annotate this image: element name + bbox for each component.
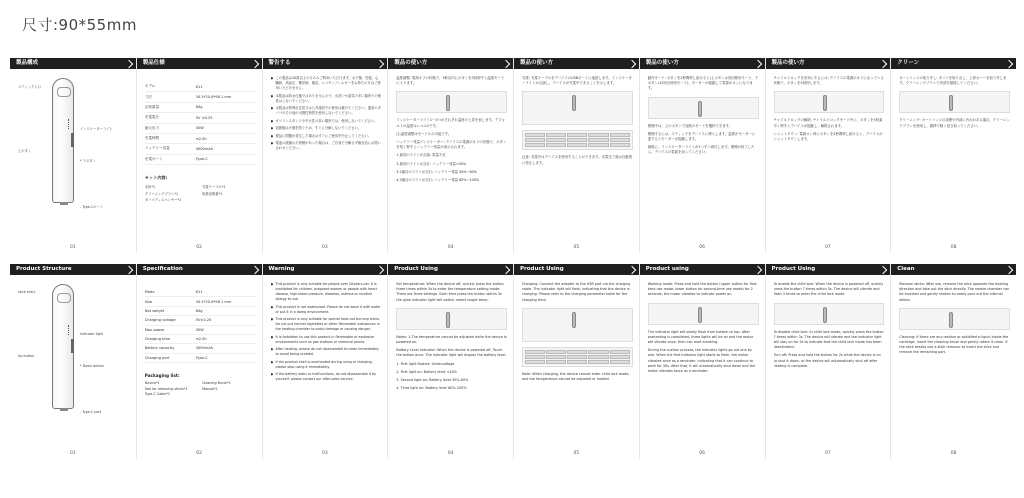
packing-item: Type-C Cable*1	[144, 392, 170, 396]
panel-header: Warning	[263, 264, 388, 275]
table-cell	[567, 355, 587, 359]
spec-key: 充電時間	[145, 133, 196, 143]
warning-item: ● If the battery leaks or malfunctions, do not disassemble it by yourself, please contact our after-sales service.	[271, 372, 382, 382]
panel-header: Specification	[137, 264, 262, 275]
spec-key: 充電ポート	[145, 154, 196, 164]
paragraph: チャイルドロックの解除: チャイルドロックモード中に、ボタンを5回素早く押すとデバイスが振動し、解除されます。	[773, 118, 883, 128]
spec-row	[145, 306, 256, 315]
packing-title: セット内容:	[144, 175, 168, 180]
paragraph: During the suction process, the indicator lights go out one by one. When the first indicator light starts to flash, the motor vibrates once as a reminder, indicating that it can continue to work for 30s. After that, it will automatically shut down and the motor vibrates twice as a reminder.	[647, 348, 756, 374]
spec-row	[145, 288, 256, 297]
spec-value: ≤2.5h	[196, 133, 256, 143]
panel-1	[10, 264, 136, 459]
panel-header: 製品の使い方	[640, 58, 765, 69]
spec-row	[145, 353, 256, 362]
panel-header: クリーン	[891, 58, 1016, 69]
table-cell	[525, 143, 545, 147]
page-number: 01	[70, 245, 76, 250]
leaflet-english	[10, 264, 1016, 459]
stick-icon	[949, 312, 953, 328]
panel-2	[136, 58, 262, 253]
illustration	[648, 303, 759, 325]
spec-value: 5V ±0.25	[196, 113, 256, 123]
packing-list	[145, 381, 256, 396]
paragraph: Remove sticks: After use, remove the stick opposite the heating direction and take out the stick directly. The smoke chamber can be inverted and gently shaken to easily pour out the internal debris.	[899, 282, 1010, 302]
label-port: - Type-Cポート	[80, 205, 104, 209]
label-down: * Down button	[80, 364, 104, 368]
battery-level: 2. First light on: Battery level <30%	[396, 369, 457, 374]
page-number: 04	[447, 245, 454, 250]
spec-value: Type-C	[196, 353, 256, 362]
label-ind: インジケーターライト	[80, 127, 113, 131]
packing-item: Tool for removing sticks*1	[144, 386, 188, 391]
charging-parameter-table	[522, 130, 633, 150]
paragraph: 動作モード: ボタンを2秒間押し続けると(上ボタンは初回使用モード、下ボタンは2回目使用モード)、モーターが振動して電源がオンになります。	[647, 76, 758, 91]
panel-5	[513, 264, 639, 459]
spec-value: 84g	[196, 306, 256, 315]
stick-icon	[572, 312, 576, 328]
packing-title: Packaging list:	[144, 373, 180, 378]
spec-key: 寸法	[145, 92, 196, 102]
warning-item: ● 電池の液漏れや発煙があった場合は、ご自身で分解せず販売店にお問い合わせください。	[271, 141, 382, 151]
page-number: 07	[825, 451, 831, 456]
table-cell	[588, 350, 608, 354]
warning-item: ● It is forbidden to use this product in flammable or explosive environments such as gas stations or chemical plants.	[271, 335, 382, 345]
page-number: 06	[699, 451, 705, 456]
table-cell	[567, 360, 587, 364]
spec-value: 3000mAh	[196, 144, 256, 154]
page-number: 03	[322, 245, 328, 250]
paragraph: 喫煙中は、上のボタンで加熱のモードを選択できます。	[647, 123, 733, 128]
table-cell	[546, 138, 566, 142]
spec-row	[145, 325, 256, 334]
warning-item: ● This product is only suitable for special heat-not burning sticks. Do not put normal cigarettes or other flammable substances in the heating chamber to avoid damage or causing danger.	[271, 317, 382, 332]
table-cell	[546, 355, 566, 359]
warning-item: ● This product is not waterproof. Please do not wash it with water or put it in a damp environment.	[271, 305, 382, 315]
table-cell	[546, 143, 566, 147]
illustration	[899, 308, 1010, 330]
panel-body	[522, 76, 633, 239]
spec-key: 充電電圧	[145, 113, 196, 123]
panel-body	[18, 76, 130, 239]
page-number: 02	[196, 245, 202, 250]
stick-icon	[698, 101, 702, 117]
page-number: 06	[699, 245, 705, 250]
label-up: Up button	[18, 354, 35, 358]
label-ind: Indicator light	[80, 332, 103, 336]
table-cell	[610, 355, 630, 359]
illustration	[774, 303, 885, 325]
panel-6	[639, 264, 765, 459]
spec-value: 3000mAh	[196, 344, 256, 353]
spec-row	[145, 92, 256, 102]
table-cell	[610, 350, 630, 354]
paragraph: チャイルドロックを有効にするには: デバイスの電源がオフになっている状態で、ボタンを5回押します。	[773, 76, 884, 86]
label-stick: stick entry	[18, 290, 36, 294]
button-icon	[71, 133, 74, 147]
battery-level: 2.最初のライトが点灯: バッテリー残量<30%	[396, 161, 467, 166]
label-stick: スティック入口	[18, 85, 41, 89]
label-up: 上ボタン	[18, 149, 32, 153]
spec-value: 5V±0.25	[196, 316, 256, 325]
panel-header: 製品の使い方	[514, 58, 639, 69]
packing-item: Device*1	[144, 381, 160, 385]
warning-item: ● After heating, please do not disassemble to clean immediately to avoid being scalded.	[271, 347, 382, 357]
panel-header: 製品の使い方	[388, 58, 513, 69]
panel-7	[765, 58, 891, 253]
page-number: 01	[70, 451, 76, 456]
spec-key: Charging time	[145, 334, 196, 343]
panel-body	[648, 76, 759, 239]
paragraph: Cleaning: If there are any residue or solidified e-liquid inside the cartridge, insert the cleaning brush and gently rotate it clean. If the stick breaks use a stick remover to insert the stick and remove the remaining part.	[899, 334, 1009, 355]
warning-item: ● 本製品は特殊な住居又は公共施設での使用は避けてください。通常のタバコやその他の可燃性物質を使用しないでください。	[271, 106, 382, 116]
panel-body	[145, 76, 256, 239]
warning-item: ● This product is only suitable for people over 20years-old. It is prohibited for children, pregnant women or people with heart disease, high blood pressure, diabetes, asthma or nicotine allergy to use.	[271, 282, 382, 302]
page-number: 08	[950, 245, 957, 250]
panel-4	[387, 264, 513, 459]
illustration	[522, 308, 633, 342]
panel-5	[513, 58, 639, 253]
table-cell	[588, 360, 608, 364]
spec-row	[145, 297, 256, 306]
panel-header: Product Structure	[10, 264, 136, 275]
spec-value: 84g	[196, 102, 256, 112]
label-down: * 下ボタン	[80, 159, 96, 163]
paragraph: To disable child lock: In child lock mode, quickly press the button 7 times within 3s. The device will vibrate and the indicator light will stay on for 2s to indicate that the child lock mode has been deactivated.	[773, 329, 884, 350]
table-cell	[525, 350, 545, 354]
spec-key: Size	[145, 297, 196, 306]
illustration	[899, 91, 1010, 113]
stick-icon	[823, 95, 827, 111]
warning-item: ● ガソリンスタンドや引火性の高い場所では、使用しないでください。	[271, 119, 382, 124]
packing-item: Manual*1	[202, 386, 218, 391]
warning-item: ● If the product shell is overheated during using or charging, please stop using it immediately.	[271, 360, 382, 370]
table-cell	[588, 133, 608, 137]
panel-body	[522, 282, 633, 445]
packing-item	[202, 392, 255, 396]
warning-item: ● この製品は20歳以上の方のみご利用いただけます。お子様、妊娠、心臓病、高血圧、糖尿病、喘息、ニコチンアレルギーをお持ちの方はご使用いただけません。	[271, 76, 382, 91]
paragraph: Charging: Connect the adapter to the USB port via the charging cable. The indicator light will flash, indicating that the device is charging. Please refer to the charging parameter table for the charging time.	[522, 282, 631, 302]
battery-level: 3. Second light on: Battery level 30%-60%	[396, 378, 469, 383]
table-cell	[567, 143, 587, 147]
stick-icon	[446, 95, 450, 111]
panel-header: 製品の使い方	[766, 58, 891, 69]
table-cell	[546, 133, 566, 137]
panel-body	[18, 282, 130, 445]
panel-2	[136, 264, 262, 459]
spec-row	[145, 344, 256, 353]
spec-key: Net weight	[145, 306, 196, 315]
panel-header: 製品構成	[10, 58, 136, 69]
illustration	[648, 97, 759, 119]
table-cell	[610, 138, 630, 142]
spec-table	[145, 288, 256, 363]
battery-level: 3.2番目のライトが点灯: バッテリー残量 30%~60%	[396, 169, 478, 174]
table-cell	[525, 133, 545, 137]
paragraph: 最後に、インジケーターライトが1つずつ消灯します。喫煙が終了したら、デバイスの電源を切ってください。	[647, 145, 755, 155]
panel-8	[890, 264, 1016, 459]
panel-header: Clean	[891, 264, 1016, 275]
spec-key: 正味重量	[145, 102, 196, 112]
table-cell	[567, 133, 587, 137]
panel-6	[639, 58, 765, 253]
stick-icon	[446, 312, 450, 328]
battery-level: 4.3番目のライトが点灯: バッテリー残量 60%~100%	[396, 178, 480, 183]
paragraph: Notes: 1.The temperature cannot be adjusted while the device is powered on.	[396, 334, 507, 345]
table-cell	[525, 360, 545, 364]
spec-value: 34.5*20.8*98.1 mm	[196, 92, 256, 102]
spec-key: 最大出力	[145, 123, 196, 133]
leaflet-japanese	[10, 58, 1016, 253]
spec-value: 34.5*20.8*98.1 mm	[196, 297, 256, 306]
spec-key: Battery capacity	[145, 344, 196, 353]
panel-8	[890, 58, 1016, 253]
paragraph: シャットダウン: 電源オン時にボタンを2秒間押し続けると、デバイスがシャットダウンします。	[773, 131, 883, 142]
spec-key: Charging voltage	[145, 316, 196, 325]
panel-body	[271, 76, 382, 239]
paragraph: To enable the child lock: When the device is powered off, quickly press the button 7 times within 3s. The device will vibrate and flash 3 times to enter the child lock mode.	[773, 282, 884, 297]
panel-header: Product Using	[388, 264, 513, 275]
battery-level: 1.最初のライトが点滅: 電量不足	[396, 153, 446, 158]
paragraph: Note: When charging, the device cannot enter child lock mode, and the temperature cannot be adjusted or heated.	[522, 371, 630, 382]
illustration	[396, 308, 507, 330]
spec-row	[145, 316, 256, 325]
paragraph: 注意: 充電中はデバイスを使用することができます。充電完了後は自動的に停止します。	[522, 155, 633, 165]
spec-key: バッテリー容量	[145, 144, 196, 154]
table-cell	[546, 360, 566, 364]
panel-header: Product Using	[514, 264, 639, 275]
panel-4	[387, 58, 513, 253]
page-number: 07	[825, 245, 831, 250]
page-number: 08	[950, 451, 957, 456]
page-number: 04	[447, 451, 454, 456]
panel-body	[899, 76, 1010, 239]
stick-icon	[572, 95, 576, 111]
panel-header: Product using	[640, 264, 765, 275]
panel-body	[774, 76, 885, 239]
table-cell	[610, 133, 630, 137]
paragraph: インジケーターライト1ー3つがそれぞれ温度の上昇を表します。デフォルトの温度はレベル2です。	[396, 118, 505, 128]
table-cell	[525, 355, 545, 359]
spec-key: Max power	[145, 325, 196, 334]
spec-row	[145, 123, 256, 133]
page-number: 03	[322, 451, 328, 456]
table-cell	[588, 355, 608, 359]
spec-value: K11	[196, 288, 256, 297]
paragraph: バッテリー残量インジケーター: デバイスの電源がオフの状態で、ボタンを短く押すとバッテリー残量が表示されます。	[396, 140, 507, 150]
stick-icon	[949, 95, 953, 111]
battery-level: 1. First light flashes: Undervoltage	[396, 361, 455, 366]
panel-header: Product Using	[766, 264, 891, 275]
usb-port-icon	[60, 408, 68, 411]
table-cell	[610, 360, 630, 364]
packing-list	[145, 184, 256, 202]
paragraph: クリーニング: カートリッジの周囲や内部に汚れがある場合、クリーニングブラシを使用し、綿棒で軽く拭き取ってください。	[899, 118, 1010, 128]
table-cell	[588, 138, 608, 142]
spec-row	[145, 133, 256, 143]
panel-body	[145, 282, 256, 445]
spec-key: Charging port	[145, 353, 196, 362]
spec-row	[145, 144, 256, 154]
label-port: - Type-C port	[80, 410, 102, 414]
table-cell	[610, 143, 630, 147]
panel-7	[765, 264, 891, 459]
usb-port-icon	[60, 202, 68, 205]
page-number: 02	[196, 451, 202, 456]
spec-row	[145, 334, 256, 343]
spec-value: Type-C	[196, 154, 256, 164]
indicator-light-icon	[68, 119, 70, 129]
packing-item	[202, 197, 255, 202]
packing-item: Cleaning Brush*1	[202, 381, 231, 385]
illustration	[396, 91, 507, 113]
spec-table	[145, 82, 256, 165]
table-cell	[567, 138, 587, 142]
spec-row	[145, 82, 256, 92]
warning-item: ● 加熱後は火傷を防ぐため、すぐに分解しないでください。	[271, 126, 382, 131]
paragraph: 温度調整: 電源オフの状態で、3秒以内にボタンを3回押すと温度モードに入ります。	[396, 76, 505, 86]
paragraph: Set temperature: When the device off, quickly press the button three times within 3s to enter the temperature setting mode. There are three settings. Each time press the button within 3s the glow indicator light will switch, select target temp.	[396, 282, 504, 302]
spec-row	[145, 154, 256, 164]
packing-item: タバコディスペンサー*1	[144, 198, 182, 202]
illustration	[774, 91, 885, 113]
stick-icon	[823, 307, 827, 323]
paragraph: 充電: 充電ケーブルをデバイスのUSBポートに接続します。インジケーターライトが点滅し、デバイスが充電中であることを示します。	[522, 76, 632, 86]
spec-value: ≤2.5h	[196, 334, 256, 343]
device-illustration	[52, 78, 74, 203]
panel-body	[271, 282, 382, 445]
table-cell	[588, 143, 608, 147]
packing-item: 充電ケーブル*1	[202, 185, 226, 189]
paragraph: The indicator light will slowly flash from bottom to top. After preheating is completed, three lights will be on and the motor will vibrate once, then can start smoking.	[647, 329, 754, 345]
panel-3	[262, 264, 388, 459]
page-number: 05	[573, 245, 580, 250]
packing-item: クリーニングブラシ*1	[144, 191, 179, 196]
paragraph: Working mode: Press and hold the button (upper button for first-time use mode, lower button for second-time use mode) for 2 seconds, the motor vibrates to indicate power on.	[647, 282, 758, 297]
warning-item: ● 製品に問題が発生した場合はすぐにご使用を中止してください。	[271, 134, 382, 139]
battery-level: 4. Third light on: Battery level 60%-100%	[396, 386, 467, 391]
spec-value: 30W	[196, 325, 256, 334]
panel-body	[774, 282, 885, 445]
panel-body	[396, 76, 507, 239]
indicator-light-icon	[68, 325, 70, 335]
panel-header: 警告する	[263, 58, 388, 69]
spec-key: モデル	[145, 82, 196, 92]
paragraph: カートリッジの取り外し: タバコを取り出し、上部カバーを取り外します。クリーニングブラシで内部を掃除してください。	[899, 76, 1007, 86]
device-illustration	[52, 284, 74, 409]
paragraph: 喫煙するには、スティックをデバイスに挿入します。温度がモーターに達するとモーターが振動します。	[647, 131, 756, 142]
panel-1	[10, 58, 136, 253]
packing-item: 本体*1	[144, 185, 156, 189]
table-cell	[546, 350, 566, 354]
warning-item: ● 本製品は防水仕様ではありませんので、水洗いや湿気の多い場所での保管はしないでください。	[271, 94, 382, 104]
paragraph: 注:温度調整はモードのみ可能です。	[396, 131, 452, 136]
panel-header: 製品仕様	[137, 58, 262, 69]
packing-item: 取扱説明書*1	[202, 191, 223, 196]
paragraph: Turn off: Press and hold the button for 2s while the device is on to shut it down, or the device will automatically shut off after heating is complete.	[773, 353, 881, 368]
illustration	[522, 91, 633, 125]
panel-3	[262, 58, 388, 253]
panel-body	[648, 282, 759, 445]
panel-body	[899, 282, 1010, 445]
charging-parameter-table	[522, 347, 633, 367]
spec-value: K11	[196, 82, 256, 92]
spec-row	[145, 102, 256, 112]
spec-row	[145, 113, 256, 123]
page-number: 05	[573, 451, 580, 456]
table-cell	[567, 350, 587, 354]
page-size-label: 尺寸:90*55mm	[22, 16, 137, 34]
button-icon	[71, 339, 74, 353]
stick-icon	[698, 307, 702, 323]
spec-value: 30W	[196, 123, 256, 133]
table-cell	[525, 138, 545, 142]
panel-body	[396, 282, 507, 445]
spec-key: Mode	[145, 288, 196, 297]
paragraph: Battery Level Indicator: When the device is powered off, Touch the button once. The indicator light will display the battery level.	[396, 348, 507, 358]
